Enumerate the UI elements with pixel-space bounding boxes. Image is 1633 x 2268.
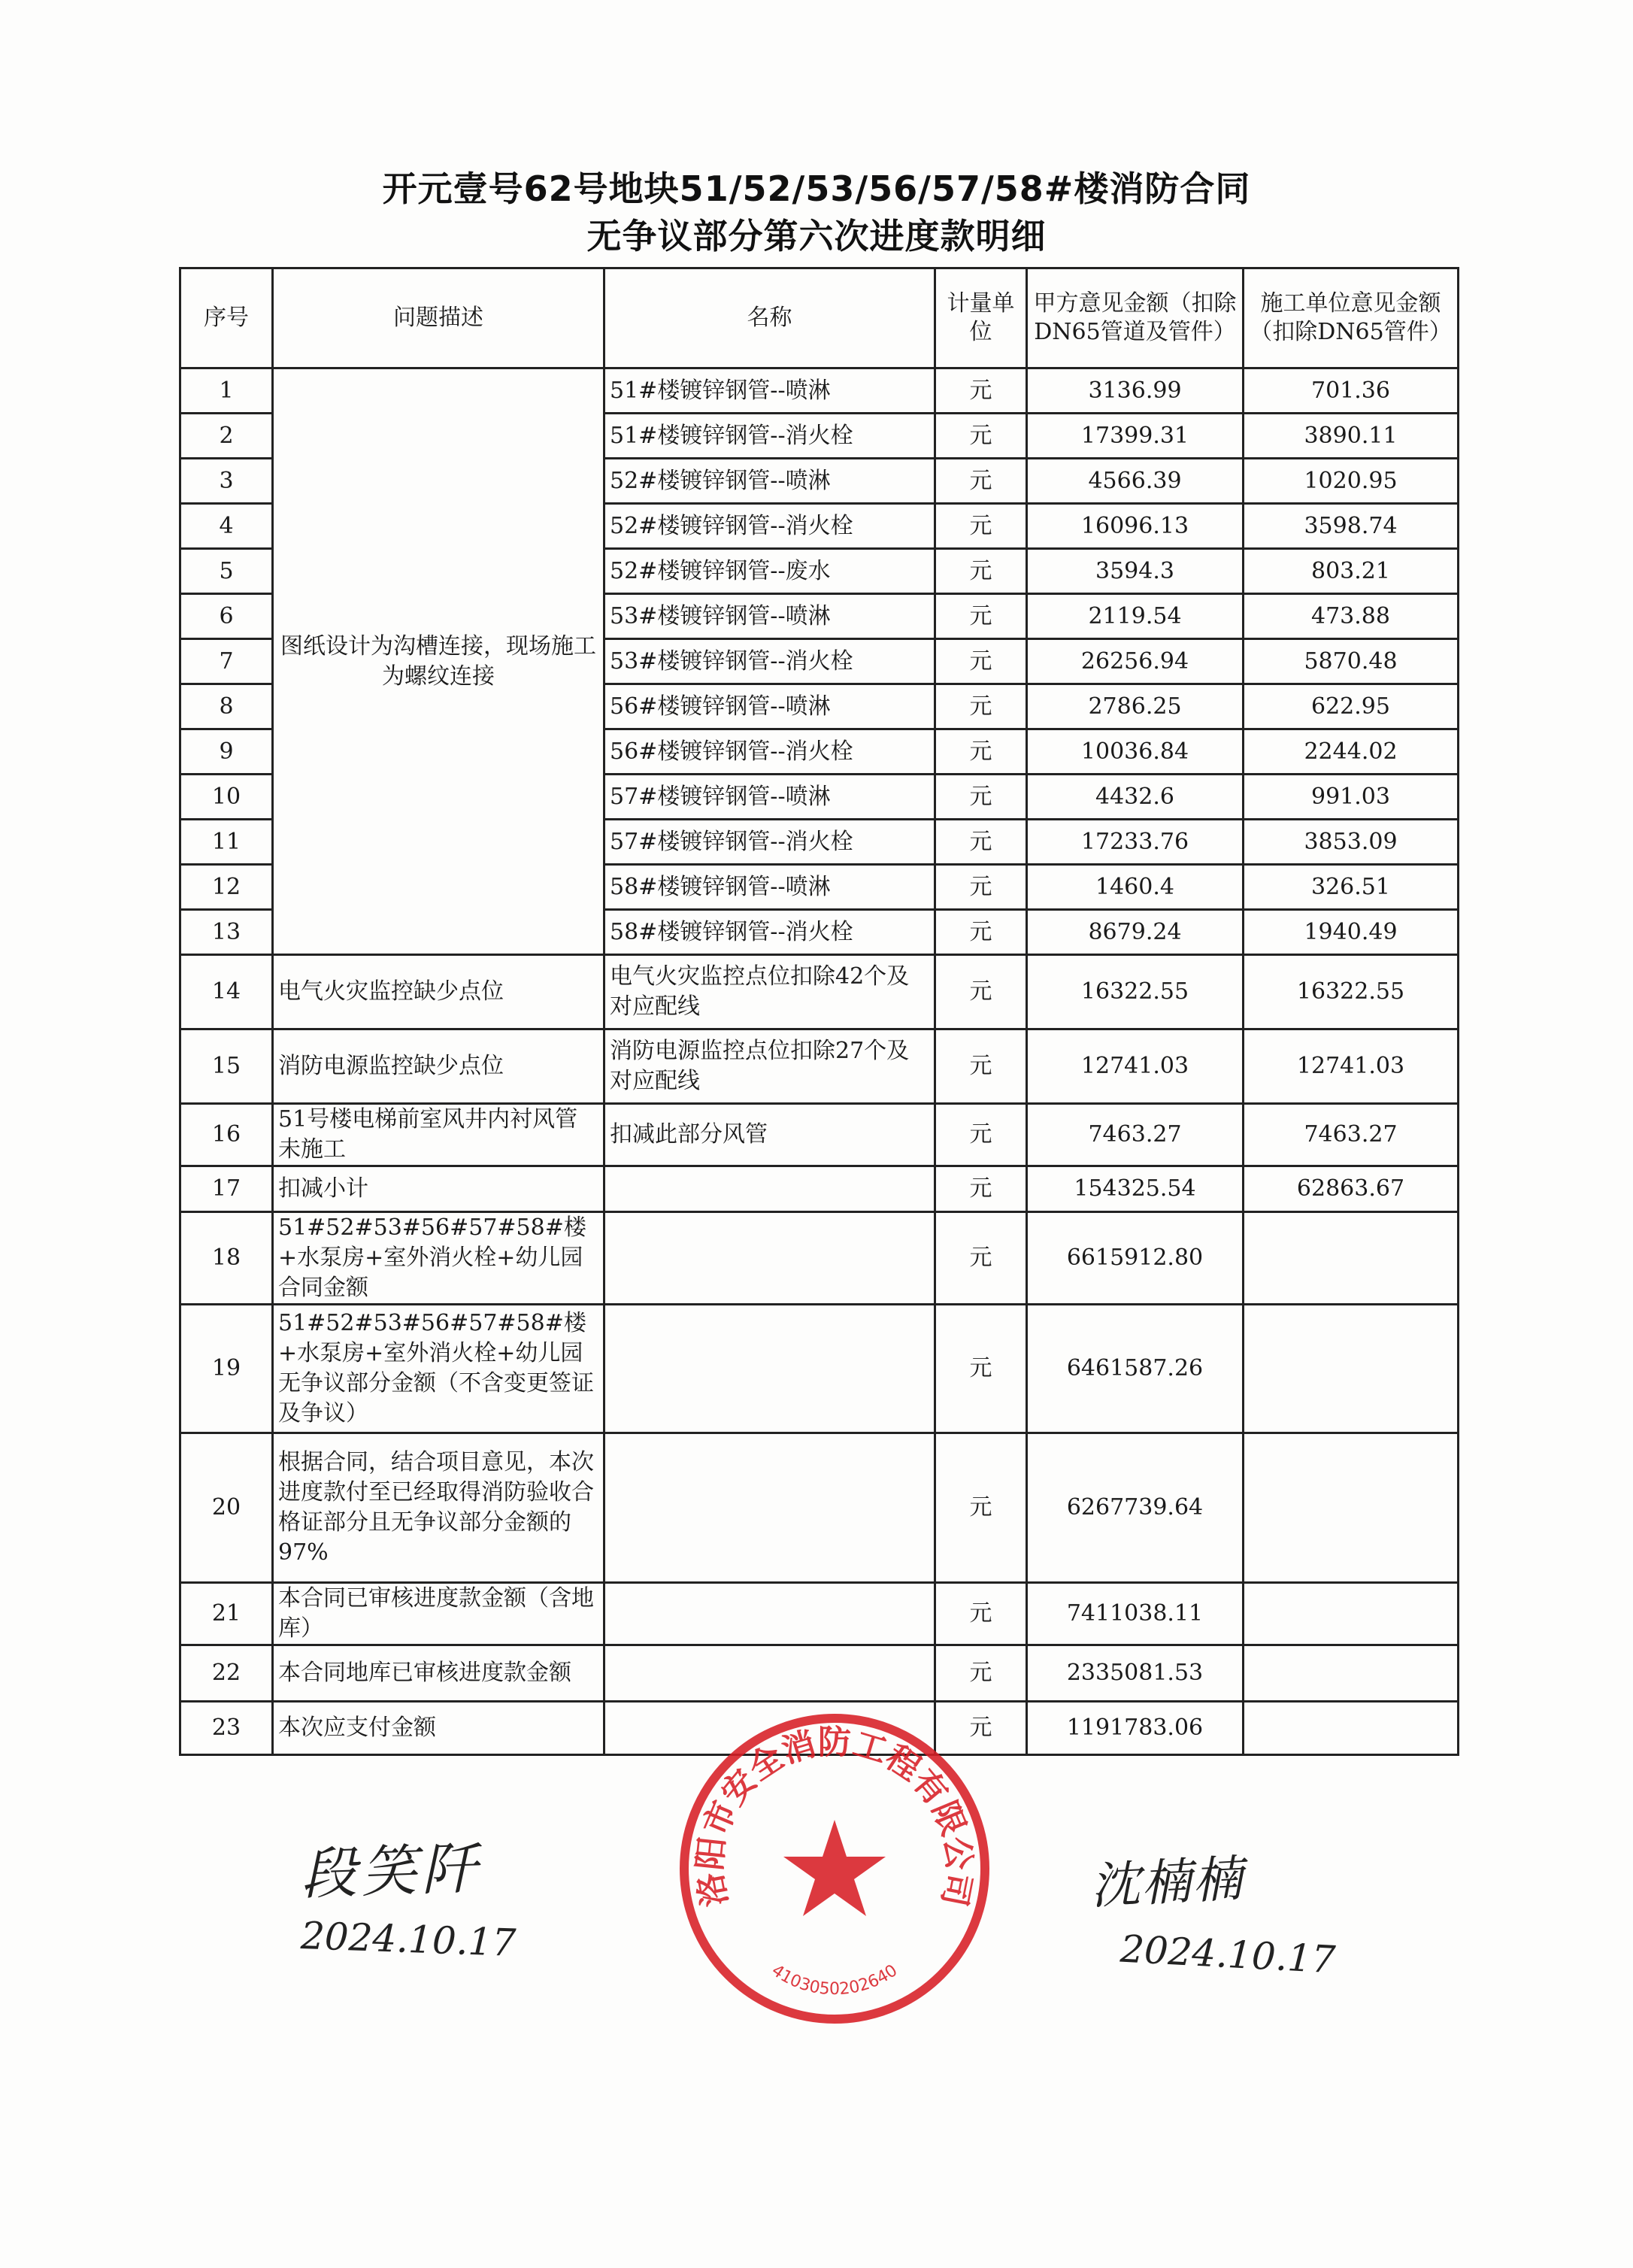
row-seq: 14 — [180, 955, 273, 1029]
table-body — [180, 368, 1459, 1755]
row-seq: 22 — [180, 1645, 273, 1702]
row-party-a-amount: 6461587.26 — [1027, 1305, 1244, 1433]
header-party-a-amount: 甲方意见金额（扣除DN65管道及管件） — [1027, 268, 1244, 368]
row-party-a-amount: 1191783.06 — [1027, 1702, 1244, 1755]
row-description: 扣减小计 — [273, 1166, 604, 1212]
document-title-line1: 开元壹号62号地块51/52/53/56/57/58#楼消防合同 — [382, 168, 1251, 209]
row-unit: 元 — [935, 1029, 1027, 1104]
header-seq: 序号 — [180, 268, 273, 368]
row-seq: 8 — [180, 684, 273, 729]
row-name — [604, 1212, 935, 1305]
row-unit: 元 — [935, 910, 1027, 955]
row-contractor-amount — [1244, 1645, 1459, 1702]
row-party-a-amount: 16096.13 — [1027, 504, 1244, 549]
row-contractor-amount — [1244, 1583, 1459, 1645]
payment-detail-table — [179, 267, 1459, 1756]
row-unit: 元 — [935, 459, 1027, 504]
table-row — [180, 1166, 1459, 1212]
row-contractor-amount: 16322.55 — [1244, 955, 1459, 1029]
row-description: 消防电源监控缺少点位 — [273, 1029, 604, 1104]
row-unit: 元 — [935, 368, 1027, 414]
row-seq: 13 — [180, 910, 273, 955]
row-description: 本合同地库已审核进度款金额 — [273, 1645, 604, 1702]
star-icon — [783, 1820, 886, 1916]
row-party-a-amount: 6615912.80 — [1027, 1212, 1244, 1305]
row-contractor-amount: 1020.95 — [1244, 459, 1459, 504]
table-row — [180, 1433, 1459, 1583]
row-name: 52#楼镀锌钢管--消火栓 — [604, 504, 935, 549]
row-party-a-amount: 26256.94 — [1027, 639, 1244, 684]
header-description: 问题描述 — [273, 268, 604, 368]
row-name: 58#楼镀锌钢管--喷淋 — [604, 865, 935, 910]
row-seq: 10 — [180, 775, 273, 820]
row-unit: 元 — [935, 955, 1027, 1029]
row-party-a-amount: 154325.54 — [1027, 1166, 1244, 1212]
row-contractor-amount: 3853.09 — [1244, 820, 1459, 865]
row-contractor-amount: 1940.49 — [1244, 910, 1459, 955]
row-contractor-amount — [1244, 1433, 1459, 1583]
table-row — [180, 1645, 1459, 1702]
row-party-a-amount: 12741.03 — [1027, 1029, 1244, 1104]
row-unit: 元 — [935, 729, 1027, 775]
row-party-a-amount: 7463.27 — [1027, 1104, 1244, 1166]
table-row — [180, 1029, 1459, 1104]
row-name — [604, 1166, 935, 1212]
row-name: 电气火灾监控点位扣除42个及对应配线 — [604, 955, 935, 1029]
row-name: 57#楼镀锌钢管--消火栓 — [604, 820, 935, 865]
row-seq: 9 — [180, 729, 273, 775]
row-party-a-amount: 1460.4 — [1027, 865, 1244, 910]
row-description: 51号楼电梯前室风井内衬风管未施工 — [273, 1104, 604, 1166]
header-name: 名称 — [604, 268, 935, 368]
seal-code-text: 4103050202640 — [768, 1960, 901, 2000]
row-unit: 元 — [935, 594, 1027, 639]
row-seq: 15 — [180, 1029, 273, 1104]
row-party-a-amount: 6267739.64 — [1027, 1433, 1244, 1583]
row-party-a-amount: 8679.24 — [1027, 910, 1244, 955]
row-seq: 7 — [180, 639, 273, 684]
row-contractor-amount — [1244, 1702, 1459, 1755]
right-signature-date: 2024.10.17 — [1119, 1927, 1337, 1982]
row-description: 51#52#53#56#57#58#楼+水泵房+室外消火栓+幼儿园无争议部分金额（不含变更签证及争议） — [273, 1305, 604, 1433]
row-name: 51#楼镀锌钢管--消火栓 — [604, 414, 935, 459]
row-seq: 23 — [180, 1702, 273, 1755]
row-name: 消防电源监控点位扣除27个及对应配线 — [604, 1029, 935, 1104]
row-party-a-amount: 4566.39 — [1027, 459, 1244, 504]
right-signature: 沈楠楠 — [1089, 1849, 1246, 1916]
row-party-a-amount: 10036.84 — [1027, 729, 1244, 775]
row-name: 56#楼镀锌钢管--消火栓 — [604, 729, 935, 775]
row-contractor-amount: 701.36 — [1244, 368, 1459, 414]
row-name: 扣减此部分风管 — [604, 1104, 935, 1166]
row-party-a-amount: 16322.55 — [1027, 955, 1244, 1029]
row-contractor-amount — [1244, 1305, 1459, 1433]
row-contractor-amount: 473.88 — [1244, 594, 1459, 639]
row-unit: 元 — [935, 549, 1027, 594]
row-contractor-amount: 622.95 — [1244, 684, 1459, 729]
table-row — [180, 1305, 1459, 1433]
row-party-a-amount: 4432.6 — [1027, 775, 1244, 820]
table-header-row — [180, 268, 1459, 368]
row-seq: 21 — [180, 1583, 273, 1645]
document-title-line2: 无争议部分第六次进度款明细 — [586, 216, 1047, 256]
row-unit: 元 — [935, 865, 1027, 910]
row-seq: 19 — [180, 1305, 273, 1433]
left-signature-date: 2024.10.17 — [300, 1914, 517, 1965]
row-contractor-amount: 326.51 — [1244, 865, 1459, 910]
row-party-a-amount: 17233.76 — [1027, 820, 1244, 865]
header-contractor-amount: 施工单位意见金额（扣除DN65管件） — [1244, 268, 1459, 368]
row-unit: 元 — [935, 504, 1027, 549]
group-description: 图纸设计为沟槽连接，现场施工为螺纹连接 — [273, 368, 604, 955]
row-unit: 元 — [935, 1166, 1027, 1212]
row-unit: 元 — [935, 1433, 1027, 1583]
table-row — [180, 368, 1459, 414]
row-contractor-amount — [1244, 1212, 1459, 1305]
row-unit: 元 — [935, 639, 1027, 684]
row-unit: 元 — [935, 1583, 1027, 1645]
seal-company-text: 洛阳市安全消防工程有限公司 — [690, 1723, 979, 1910]
row-seq: 6 — [180, 594, 273, 639]
row-seq: 12 — [180, 865, 273, 910]
row-seq: 4 — [180, 504, 273, 549]
row-contractor-amount: 803.21 — [1244, 549, 1459, 594]
row-name: 52#楼镀锌钢管--废水 — [604, 549, 935, 594]
row-contractor-amount: 5870.48 — [1244, 639, 1459, 684]
row-party-a-amount: 3136.99 — [1027, 368, 1244, 414]
company-seal — [673, 1707, 996, 2030]
row-name: 53#楼镀锌钢管--消火栓 — [604, 639, 935, 684]
row-party-a-amount: 2335081.53 — [1027, 1645, 1244, 1702]
left-signature: 段笑阡 — [299, 1836, 483, 1908]
row-unit: 元 — [935, 820, 1027, 865]
row-name — [604, 1305, 935, 1433]
row-name: 57#楼镀锌钢管--喷淋 — [604, 775, 935, 820]
row-name: 58#楼镀锌钢管--消火栓 — [604, 910, 935, 955]
row-party-a-amount: 2119.54 — [1027, 594, 1244, 639]
row-seq: 2 — [180, 414, 273, 459]
row-seq: 11 — [180, 820, 273, 865]
row-party-a-amount: 2786.25 — [1027, 684, 1244, 729]
row-unit: 元 — [935, 1645, 1027, 1702]
row-contractor-amount: 7463.27 — [1244, 1104, 1459, 1166]
row-name: 51#楼镀锌钢管--喷淋 — [604, 368, 935, 414]
row-unit: 元 — [935, 684, 1027, 729]
row-unit: 元 — [935, 1212, 1027, 1305]
row-name — [604, 1583, 935, 1645]
row-name: 52#楼镀锌钢管--喷淋 — [604, 459, 935, 504]
row-party-a-amount: 17399.31 — [1027, 414, 1244, 459]
row-seq: 16 — [180, 1104, 273, 1166]
row-unit: 元 — [935, 1305, 1027, 1433]
row-contractor-amount: 2244.02 — [1244, 729, 1459, 775]
row-name — [604, 1645, 935, 1702]
row-name: 56#楼镀锌钢管--喷淋 — [604, 684, 935, 729]
row-party-a-amount: 7411038.11 — [1027, 1583, 1244, 1645]
table-row — [180, 955, 1459, 1029]
row-description: 51#52#53#56#57#58#楼+水泵房+室外消火栓+幼儿园合同金额 — [273, 1212, 604, 1305]
row-unit: 元 — [935, 1702, 1027, 1755]
row-contractor-amount: 991.03 — [1244, 775, 1459, 820]
row-seq: 5 — [180, 549, 273, 594]
row-seq: 17 — [180, 1166, 273, 1212]
row-party-a-amount: 3594.3 — [1027, 549, 1244, 594]
row-name: 53#楼镀锌钢管--喷淋 — [604, 594, 935, 639]
row-contractor-amount: 62863.67 — [1244, 1166, 1459, 1212]
row-unit: 元 — [935, 414, 1027, 459]
row-seq: 3 — [180, 459, 273, 504]
row-unit: 元 — [935, 1104, 1027, 1166]
row-seq: 18 — [180, 1212, 273, 1305]
row-unit: 元 — [935, 775, 1027, 820]
row-description: 本合同已审核进度款金额（含地库） — [273, 1583, 604, 1645]
table-row — [180, 1583, 1459, 1645]
row-description: 根据合同，结合项目意见，本次进度款付至已经取得消防验收合格证部分且无争议部分金额的97% — [273, 1433, 604, 1583]
row-contractor-amount: 3598.74 — [1244, 504, 1459, 549]
table-row — [180, 1104, 1459, 1166]
table-row — [180, 1212, 1459, 1305]
row-description: 本次应支付金额 — [273, 1702, 604, 1755]
row-seq: 1 — [180, 368, 273, 414]
row-contractor-amount: 3890.11 — [1244, 414, 1459, 459]
row-description: 电气火灾监控缺少点位 — [273, 955, 604, 1029]
header-unit: 计量单位 — [935, 268, 1027, 368]
row-contractor-amount: 12741.03 — [1244, 1029, 1459, 1104]
row-name — [604, 1433, 935, 1583]
row-seq: 20 — [180, 1433, 273, 1583]
